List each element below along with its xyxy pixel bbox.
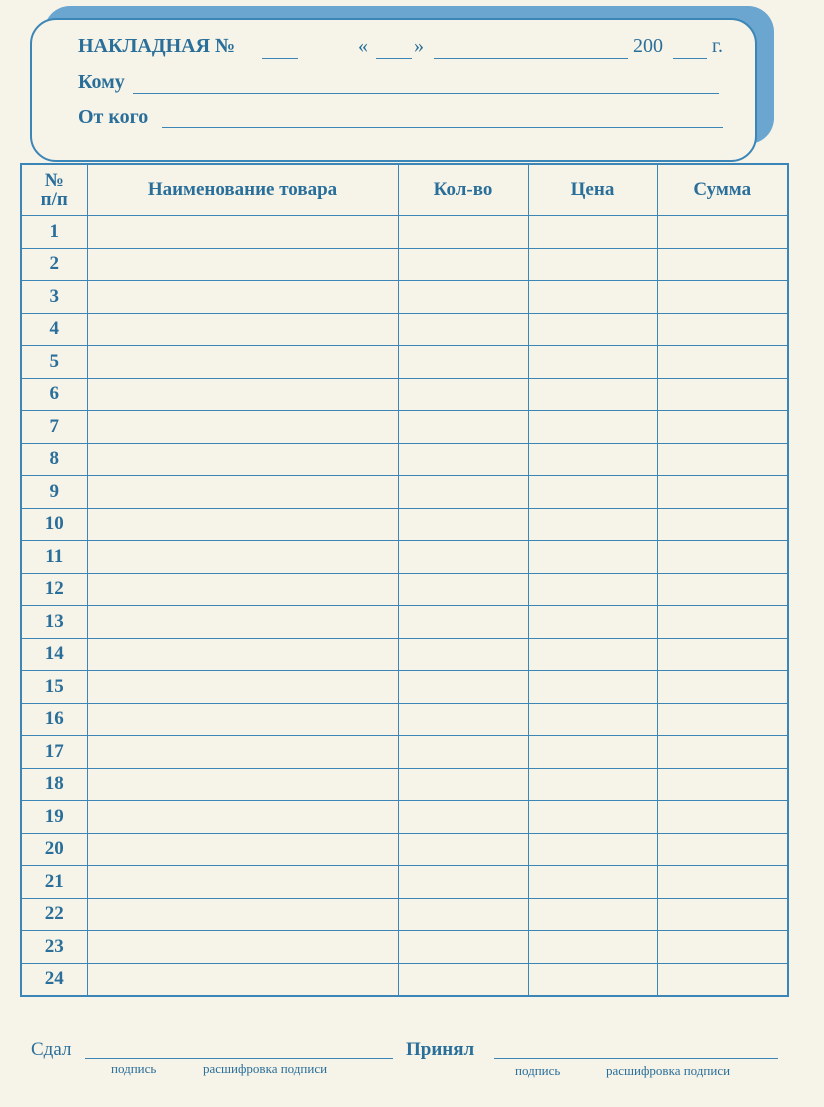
row-number: 13 [21, 606, 87, 639]
sum-cell[interactable] [657, 963, 788, 996]
items-table [20, 163, 789, 997]
table-row [21, 606, 788, 639]
table-row [21, 866, 788, 899]
sum-cell[interactable] [657, 541, 788, 574]
item-name-cell[interactable] [87, 866, 398, 899]
month-field[interactable] [434, 58, 628, 59]
column-header-sum: Сумма [657, 164, 788, 216]
column-header-price: Цена [528, 164, 657, 216]
column-header-quantity: Кол-во [398, 164, 528, 216]
row-number: 19 [21, 801, 87, 834]
quantity-cell[interactable] [398, 638, 528, 671]
table-row [21, 703, 788, 736]
item-name-cell[interactable] [87, 638, 398, 671]
sum-cell[interactable] [657, 248, 788, 281]
row-number: 17 [21, 736, 87, 769]
sum-cell[interactable] [657, 346, 788, 379]
row-number: 15 [21, 671, 87, 704]
price-cell[interactable] [528, 541, 657, 574]
table-row [21, 833, 788, 866]
handed-label: Сдал [31, 1039, 72, 1060]
sum-cell[interactable] [657, 573, 788, 606]
row-number: 22 [21, 898, 87, 931]
to-label: Кому [78, 71, 125, 93]
item-name-cell[interactable] [87, 573, 398, 606]
date-quote-open: « [358, 35, 368, 57]
quantity-cell[interactable] [398, 768, 528, 801]
price-cell[interactable] [528, 801, 657, 834]
table-row [21, 573, 788, 606]
table-row [21, 248, 788, 281]
handed-signature-field[interactable] [85, 1058, 393, 1059]
table-row [21, 216, 788, 249]
row-number: 20 [21, 833, 87, 866]
row-number: 21 [21, 866, 87, 899]
price-cell[interactable] [528, 898, 657, 931]
row-number: 7 [21, 411, 87, 444]
row-number: 3 [21, 281, 87, 314]
day-field[interactable] [376, 58, 412, 59]
price-cell[interactable] [528, 476, 657, 509]
sum-cell[interactable] [657, 281, 788, 314]
item-name-cell[interactable] [87, 443, 398, 476]
sum-cell[interactable] [657, 801, 788, 834]
row-number: 16 [21, 703, 87, 736]
quantity-cell[interactable] [398, 346, 528, 379]
table-row [21, 963, 788, 996]
sum-cell[interactable] [657, 508, 788, 541]
price-cell[interactable] [528, 346, 657, 379]
item-name-cell[interactable] [87, 833, 398, 866]
sum-cell[interactable] [657, 931, 788, 964]
row-number: 11 [21, 541, 87, 574]
item-name-cell[interactable] [87, 216, 398, 249]
table-row [21, 281, 788, 314]
sum-cell[interactable] [657, 378, 788, 411]
quantity-cell[interactable] [398, 898, 528, 931]
row-number: 2 [21, 248, 87, 281]
sum-cell[interactable] [657, 703, 788, 736]
quantity-cell[interactable] [398, 476, 528, 509]
table-row [21, 378, 788, 411]
quantity-cell[interactable] [398, 963, 528, 996]
table-row [21, 768, 788, 801]
quantity-cell[interactable] [398, 313, 528, 346]
received-label: Принял [406, 1039, 475, 1060]
quantity-cell[interactable] [398, 703, 528, 736]
item-name-cell[interactable] [87, 248, 398, 281]
table-row [21, 346, 788, 379]
quantity-cell[interactable] [398, 443, 528, 476]
quantity-cell[interactable] [398, 606, 528, 639]
table-row [21, 508, 788, 541]
table-row [21, 541, 788, 574]
price-cell[interactable] [528, 281, 657, 314]
invoice-number-field[interactable] [262, 58, 298, 59]
sum-cell[interactable] [657, 768, 788, 801]
year-prefix: 200 [633, 35, 663, 57]
item-name-cell[interactable] [87, 671, 398, 704]
item-name-cell[interactable] [87, 476, 398, 509]
item-name-cell[interactable] [87, 768, 398, 801]
sum-cell[interactable] [657, 443, 788, 476]
item-name-cell[interactable] [87, 898, 398, 931]
row-number: 9 [21, 476, 87, 509]
invoice-title: НАКЛАДНАЯ № [78, 35, 236, 57]
table-row [21, 443, 788, 476]
table-row [21, 638, 788, 671]
sum-cell[interactable] [657, 216, 788, 249]
price-cell[interactable] [528, 866, 657, 899]
quantity-cell[interactable] [398, 378, 528, 411]
table-row [21, 931, 788, 964]
table-row [21, 313, 788, 346]
price-cell[interactable] [528, 216, 657, 249]
received-signature-field[interactable] [494, 1058, 778, 1059]
price-cell[interactable] [528, 313, 657, 346]
price-cell[interactable] [528, 671, 657, 704]
column-header-number [21, 164, 87, 216]
sum-cell[interactable] [657, 866, 788, 899]
from-field[interactable] [162, 127, 723, 128]
handed-decoding-caption: расшифровка подписи [203, 1061, 328, 1076]
quantity-cell[interactable] [398, 573, 528, 606]
table-row [21, 671, 788, 704]
price-cell[interactable] [528, 736, 657, 769]
year-field[interactable] [673, 58, 707, 59]
sum-cell[interactable] [657, 476, 788, 509]
quantity-cell[interactable] [398, 866, 528, 899]
price-cell[interactable] [528, 931, 657, 964]
item-name-cell[interactable] [87, 313, 398, 346]
quantity-cell[interactable] [398, 411, 528, 444]
price-cell[interactable] [528, 703, 657, 736]
quantity-cell[interactable] [398, 671, 528, 704]
row-number: 24 [21, 963, 87, 996]
item-name-cell[interactable] [87, 736, 398, 769]
quantity-cell[interactable] [398, 281, 528, 314]
item-name-cell[interactable] [87, 931, 398, 964]
row-number: 14 [21, 638, 87, 671]
price-cell[interactable] [528, 606, 657, 639]
sum-cell[interactable] [657, 833, 788, 866]
column-header-number-text: № п/п [40, 170, 68, 210]
price-cell[interactable] [528, 963, 657, 996]
row-number: 10 [21, 508, 87, 541]
item-name-cell[interactable] [87, 606, 398, 639]
item-name-cell[interactable] [87, 378, 398, 411]
column-header-name: Наименование товара [87, 164, 398, 216]
table-row [21, 736, 788, 769]
year-suffix: г. [712, 35, 723, 57]
item-name-cell[interactable] [87, 508, 398, 541]
sum-cell[interactable] [657, 313, 788, 346]
sum-cell[interactable] [657, 671, 788, 704]
row-number: 8 [21, 443, 87, 476]
quantity-cell[interactable] [398, 931, 528, 964]
table-row [21, 898, 788, 931]
price-cell[interactable] [528, 378, 657, 411]
quantity-cell[interactable] [398, 801, 528, 834]
row-number: 4 [21, 313, 87, 346]
sum-cell[interactable] [657, 898, 788, 931]
sum-cell[interactable] [657, 411, 788, 444]
sum-cell[interactable] [657, 736, 788, 769]
price-cell[interactable] [528, 768, 657, 801]
price-cell[interactable] [528, 833, 657, 866]
quantity-cell[interactable] [398, 216, 528, 249]
row-number: 18 [21, 768, 87, 801]
date-quote-close: » [414, 35, 424, 57]
row-number: 6 [21, 378, 87, 411]
price-cell[interactable] [528, 573, 657, 606]
quantity-cell[interactable] [398, 541, 528, 574]
table-row [21, 801, 788, 834]
table-header-row [21, 164, 788, 216]
table-row [21, 476, 788, 509]
item-name-cell[interactable] [87, 703, 398, 736]
quantity-cell[interactable] [398, 833, 528, 866]
item-name-cell[interactable] [87, 411, 398, 444]
row-number: 5 [21, 346, 87, 379]
from-label: От кого [78, 106, 149, 128]
quantity-cell[interactable] [398, 508, 528, 541]
price-cell[interactable] [528, 248, 657, 281]
quantity-cell[interactable] [398, 736, 528, 769]
price-cell[interactable] [528, 638, 657, 671]
sum-cell[interactable] [657, 606, 788, 639]
item-name-cell[interactable] [87, 801, 398, 834]
table-row [21, 411, 788, 444]
handed-signature-caption: подпись [111, 1061, 157, 1076]
price-cell[interactable] [528, 443, 657, 476]
price-cell[interactable] [528, 508, 657, 541]
to-field[interactable] [133, 93, 719, 94]
sum-cell[interactable] [657, 638, 788, 671]
received-signature-caption: подпись [515, 1063, 561, 1078]
item-name-cell[interactable] [87, 963, 398, 996]
received-decoding-caption: расшифровка подписи [606, 1063, 731, 1078]
item-name-cell[interactable] [87, 541, 398, 574]
item-name-cell[interactable] [87, 281, 398, 314]
price-cell[interactable] [528, 411, 657, 444]
quantity-cell[interactable] [398, 248, 528, 281]
item-name-cell[interactable] [87, 346, 398, 379]
row-number: 23 [21, 931, 87, 964]
row-number: 1 [21, 216, 87, 249]
row-number: 12 [21, 573, 87, 606]
